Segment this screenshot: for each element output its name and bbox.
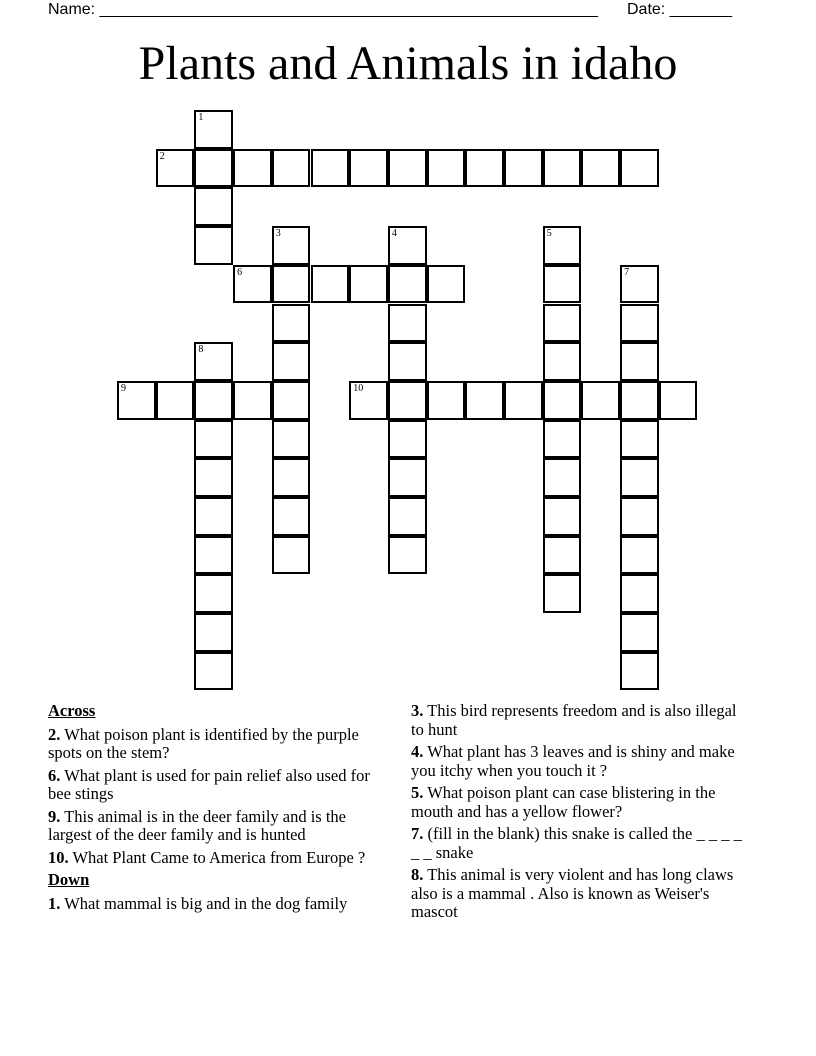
clue-number-label: 7 <box>624 266 630 278</box>
crossword-cell[interactable] <box>543 149 582 188</box>
crossword-cell[interactable] <box>388 458 427 497</box>
clue-text: This animal is very violent and has long claws also is a mammal . Also is known as Weiser's mascot <box>411 865 734 921</box>
crossword-cell[interactable] <box>233 381 272 420</box>
crossword-cell[interactable] <box>388 304 427 343</box>
crossword-cell[interactable] <box>427 265 466 304</box>
crossword-cell[interactable] <box>620 381 659 420</box>
crossword-cell[interactable] <box>349 149 388 188</box>
clue-down-1 <box>48 895 383 914</box>
crossword-cell[interactable] <box>620 613 659 652</box>
down-heading: Down <box>48 870 90 889</box>
crossword-cell[interactable] <box>388 149 427 188</box>
crossword-cell[interactable] <box>581 149 620 188</box>
clue-text: What mammal is big and in the dog family <box>64 893 348 913</box>
crossword-cell[interactable] <box>620 652 659 691</box>
clue-number: 6. <box>48 765 61 785</box>
clue-number-label: 5 <box>546 228 552 240</box>
clue-number-label: 1 <box>198 112 204 123</box>
crossword-cell[interactable] <box>194 536 233 575</box>
clue-number-label: 9 <box>121 382 126 394</box>
crossword-cell[interactable] <box>194 226 233 265</box>
crossword-cell[interactable] <box>194 420 233 459</box>
clue-text: What poison plant can case blistering in the mouth and has a yellow flower? <box>411 783 716 821</box>
crossword-cell[interactable] <box>272 149 311 188</box>
crossword-cell[interactable] <box>388 420 427 459</box>
clues-column-right <box>411 702 751 926</box>
clue-number-label: 8 <box>198 344 204 356</box>
crossword-cell[interactable] <box>543 304 582 343</box>
crossword-cell[interactable] <box>311 265 350 304</box>
crossword-cell[interactable] <box>388 265 427 304</box>
clue-down-5 <box>411 784 751 821</box>
crossword-cell[interactable] <box>543 342 582 381</box>
clue-number: 9. <box>48 806 61 826</box>
crossword-cell[interactable] <box>465 381 504 420</box>
crossword-cell[interactable] <box>620 574 659 613</box>
crossword-cell[interactable] <box>194 187 233 226</box>
clue-text: (fill in the blank) this snake is called the _ _ _ _ _ _ snake <box>411 824 742 862</box>
crossword-cell[interactable] <box>272 265 311 304</box>
clue-down-4 <box>411 743 751 780</box>
crossword-cell[interactable] <box>272 536 311 575</box>
crossword-cell[interactable] <box>272 342 311 381</box>
clue-text: This bird represents freedom and is also illegal to hunt <box>411 701 737 739</box>
crossword-cell[interactable] <box>349 381 388 420</box>
crossword-cell[interactable] <box>388 497 427 536</box>
crossword-cell[interactable] <box>620 536 659 575</box>
crossword-cell[interactable] <box>543 574 582 613</box>
crossword-cell[interactable] <box>194 110 233 149</box>
crossword-cell[interactable] <box>194 342 233 381</box>
clue-down-8 <box>411 866 751 922</box>
clue-across-9 <box>48 808 383 845</box>
clue-across-10 <box>48 849 383 868</box>
crossword-cell[interactable] <box>194 652 233 691</box>
crossword-cell[interactable] <box>272 420 311 459</box>
crossword-cell[interactable] <box>620 304 659 343</box>
crossword-cell[interactable] <box>659 381 698 420</box>
crossword-cell[interactable] <box>543 265 582 304</box>
crossword-cell[interactable] <box>388 536 427 575</box>
crossword-cell[interactable] <box>620 497 659 536</box>
clue-down-3 <box>411 702 751 739</box>
crossword-cell[interactable] <box>543 420 582 459</box>
clue-number: 8. <box>411 865 424 884</box>
crossword-cell[interactable] <box>194 381 233 420</box>
crossword-cell[interactable] <box>311 149 350 188</box>
clues-column-left <box>48 702 383 917</box>
crossword-cell[interactable] <box>543 458 582 497</box>
clue-number-label: 2 <box>159 150 165 162</box>
crossword-cell[interactable] <box>504 381 543 420</box>
crossword-cell[interactable] <box>272 381 311 420</box>
clue-text: What poison plant is identified by the purple spots on the stem? <box>48 724 359 762</box>
clue-text: What plant is used for pain relief also used for bee stings <box>48 765 370 803</box>
clue-number-label: 3 <box>275 228 281 240</box>
crossword-cell[interactable] <box>543 226 582 265</box>
clue-number: 1. <box>48 893 61 913</box>
crossword-cell[interactable] <box>194 613 233 652</box>
clue-number: 7. <box>411 824 424 843</box>
clue-text: This animal is in the deer family and is the largest of the deer family and is hunted <box>48 806 347 844</box>
crossword-cell[interactable] <box>543 536 582 575</box>
crossword-cell[interactable] <box>194 497 233 536</box>
clue-number: 2. <box>48 724 61 744</box>
crossword-cell[interactable] <box>581 381 620 420</box>
crossword-cell[interactable] <box>543 381 582 420</box>
crossword-cell[interactable] <box>620 265 659 304</box>
clue-number: 4. <box>411 742 424 761</box>
crossword-cell[interactable] <box>620 420 659 459</box>
crossword-cell[interactable] <box>543 497 582 536</box>
clue-across-6 <box>48 767 383 804</box>
crossword-cell[interactable] <box>427 381 466 420</box>
crossword-cell[interactable] <box>233 265 272 304</box>
crossword-cell[interactable] <box>233 149 272 188</box>
crossword-cell[interactable] <box>272 226 311 265</box>
crossword-cell[interactable] <box>388 342 427 381</box>
crossword-cell[interactable] <box>465 149 504 188</box>
across-heading: Across <box>48 701 96 720</box>
page-title: Plants and Animals in idaho <box>138 37 678 90</box>
crossword-cell[interactable] <box>620 342 659 381</box>
crossword-cell[interactable] <box>349 265 388 304</box>
date-field-label: Date: _______ <box>627 1 732 18</box>
crossword-cell[interactable] <box>272 497 311 536</box>
crossword-cell[interactable] <box>272 304 311 343</box>
crossword-cell[interactable] <box>194 574 233 613</box>
clue-number: 3. <box>411 701 424 720</box>
crossword-cell[interactable] <box>156 381 195 420</box>
clue-across-2 <box>48 726 383 763</box>
clue-number: 5. <box>411 783 424 802</box>
crossword-cell[interactable] <box>194 458 233 497</box>
crossword-cell[interactable] <box>194 149 233 188</box>
clue-number-label: 4 <box>391 228 397 240</box>
clue-number-label: 10 <box>353 382 364 394</box>
crossword-cell[interactable] <box>504 149 543 188</box>
clue-number: 10. <box>48 847 69 867</box>
crossword-cell[interactable] <box>156 149 195 188</box>
crossword-cell[interactable] <box>388 381 427 420</box>
crossword-cell[interactable] <box>272 458 311 497</box>
crossword-cell[interactable] <box>388 226 427 265</box>
clue-text: What Plant Came to America from Europe ? <box>72 847 366 867</box>
crossword-cell[interactable] <box>427 149 466 188</box>
crossword-cell[interactable] <box>620 149 659 188</box>
clue-number-label: 6 <box>237 266 243 278</box>
crossword-cell[interactable] <box>117 381 156 420</box>
clue-down-7 <box>411 825 751 862</box>
crossword-cell[interactable] <box>620 458 659 497</box>
name-field-label: Name: ________________________________________________________ <box>48 1 598 18</box>
clue-text: What plant has 3 leaves and is shiny and make you itchy when you touch it ? <box>411 742 735 780</box>
